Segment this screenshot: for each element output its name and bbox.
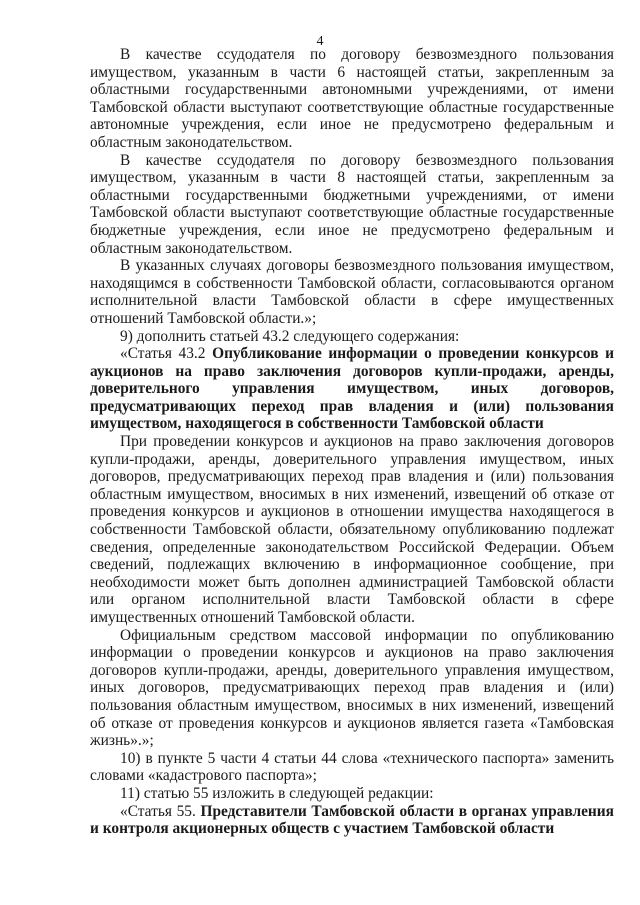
article-prefix: «Статья 55. [120,802,201,820]
article-heading-43-2 [90,345,614,433]
article-title: Представители Тамбовской области в органах управления и контроля акционерных обществ с участием Тамбовской области [90,802,614,838]
article-prefix: «Статья 43.2 [120,345,213,363]
paragraph: Официальным средством массовой информации по опубликованию информации о проведении конкурсов и аукционов на право заключения договоров купли-продажи, аренды, доверительного управления имуществом, иных договоров, предусматривающих переход прав владения и (или) пользования областным имуществом, вносимых в них изменений, извещений об отказе от проведения конкурсов и аукционов является газета «Тамбовская жизнь».»; [90,626,614,750]
paragraph: В качестве ссудодателя по договору безвозмездного пользования имуществом, указанным в части 6 настоящей статьи, закрепленным за областными государственными автономными учреждениями, от имени Тамбовской области выступают соответствующие областные государственные автономные учреждения, если иное не предусмотрено федеральным и областным законодательством. [90,46,614,151]
paragraph: В качестве ссудодателя по договору безвозмездного пользования имуществом, указанным в части 8 настоящей статьи, закрепленным за областными государственными бюджетными учреждениями, от имени Тамбовской области выступают соответствующие областные государственные бюджетные учреждения, если иное не предусмотрено федеральным и областным законодательством. [90,151,614,257]
paragraph: В указанных случаях договоры безвозмездного пользования имуществом, находящимся в собственности Тамбовской области, согласовываются органом исполнительной власти Тамбовской области в сфере имущественных отношений Тамбовской области.»; [90,257,614,327]
article-heading-55 [90,803,614,838]
document-body [90,46,614,838]
paragraph: 11) статью 55 изложить в следующей редакции: [120,784,434,802]
article-title: Опубликование информации о проведении конкурсов и аукционов на право заключения договоров купли-продажи, аренды, доверительного управления имуществом, иных договоров, предусматривающих переход прав владения и (или) пользования имуществом, находящегося в собственности Тамбовской области [90,345,614,433]
paragraph: 9) дополнить статьей 43.2 следующего содержания: [120,327,460,345]
paragraph: 10) в пункте 5 части 4 статьи 44 слова «технического паспорта» заменить словами «кадастрового паспорта»; [90,749,614,785]
page-number: 4 [316,34,324,49]
paragraph: При проведении конкурсов и аукционов на право заключения договоров купли-продажи, аренды, доверительного управления имуществом, иных договоров, предусматривающих переход прав владения и (или) пользования областным имуществом, вносимых в них изменений, извещений об отказе от проведения конкурсов и аукционов в отношении имущества находящегося в собственности Тамбовской области, обязательному опубликованию подлежат сведения, определенные законодательством Российской Федерации. Объем сведений, подлежащих включению в информационное сообщение, при необходимости может быть дополнен администрацией Тамбовской области или органом исполнительной власти Тамбовской области в сфере имущественных отношений Тамбовской области. [90,433,614,626]
